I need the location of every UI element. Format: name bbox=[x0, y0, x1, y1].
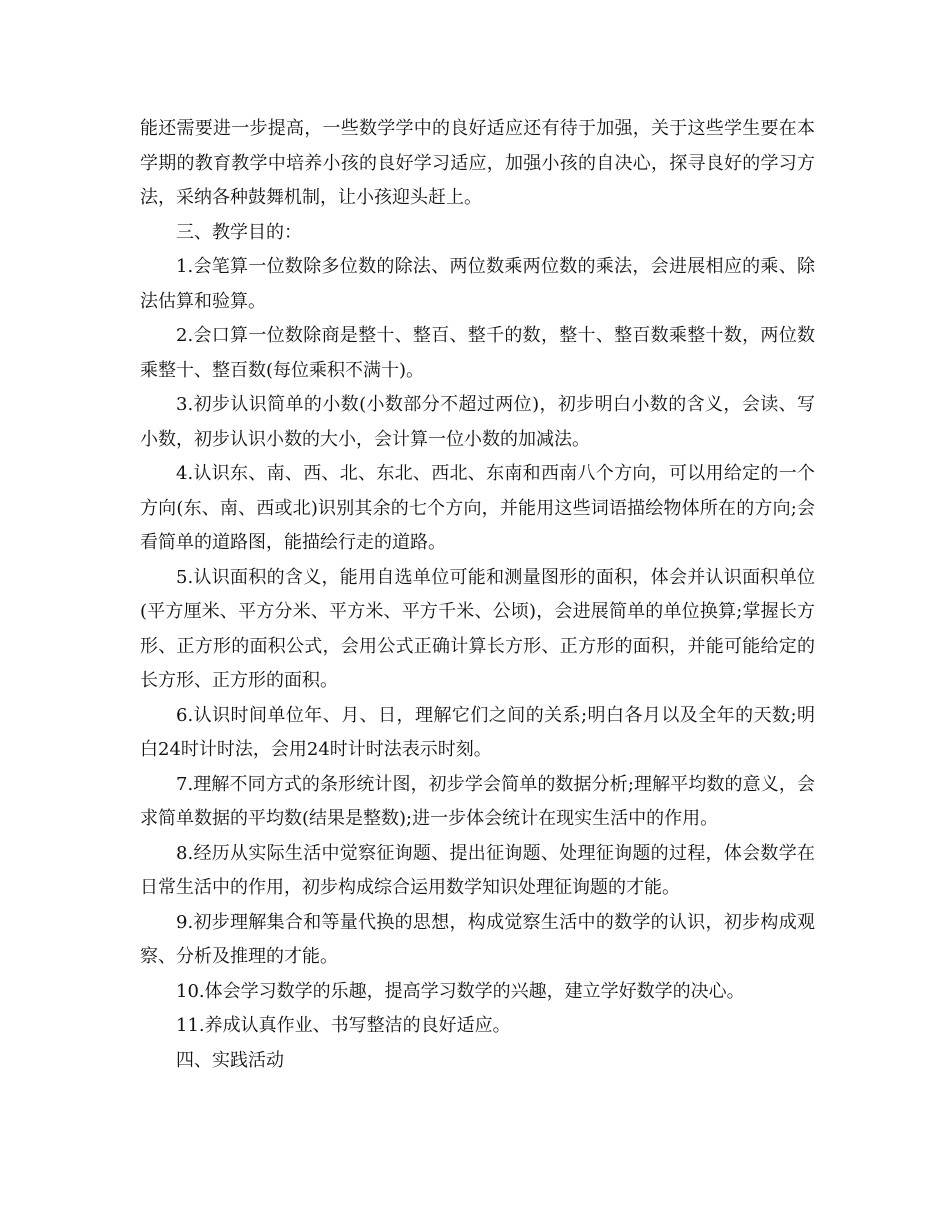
goal-item-11: 11.养成认真作业、书写整洁的良好适应。 bbox=[176, 1015, 511, 1036]
goal-item-3: 3.初步认识简单的小数(小数部分不超过两位)，初步明白小数的含义，会读、写小数，初步认识小数的大小，会计算一位小数的加减法。 bbox=[140, 394, 815, 450]
goal-item-4: 4.认识东、南、西、北、东北、西北、东南和西南八个方向，可以用给定的一个方向(东、南、西或北)识别其余的七个方向，并能用这些词语描绘物体所在的方向;会看简单的道路图，能描绘行走的道路。 bbox=[140, 463, 815, 553]
goal-item-7: 7.理解不同方式的条形统计图，初步学会简单的数据分析;理解平均数的意义，会求简单数据的平均数(结果是整数);进一步体会统计在现实生活中的作用。 bbox=[140, 773, 815, 829]
goal-item-9: 9.初步理解集合和等量代换的思想，构成觉察生活中的数学的认识，初步构成观察、分析及推理的才能。 bbox=[140, 911, 815, 967]
paragraph-continuation: 能还需要进一步提高，一些数学学中的良好适应还有待于加强，关于这些学生要在本学期的教育教学中培养小孩的良好学习适应，加强小孩的自决心，探寻良好的学习方法，采纳各种鼓舞机制，让小孩迎头赶上。 bbox=[140, 118, 815, 208]
section-heading-teaching-goals: 三、教学目的： bbox=[176, 221, 302, 243]
goal-item-10: 10.体会学习数学的乐趣，提高学习数学的兴趣，建立学好数学的决心。 bbox=[176, 980, 745, 1002]
document-body bbox=[140, 112, 815, 1078]
goal-item-8: 8.经历从实际生活中觉察征询题、提出征询题、处理征询题的过程，体会数学在日常生活中的作用，初步构成综合运用数学知识处理征询题的才能。 bbox=[140, 842, 815, 898]
goal-item-6: 6.认识时间单位年、月、日，理解它们之间的关系;明白各月以及全年的天数;明白24时计时法，会用24时计时法表示时刻。 bbox=[140, 704, 815, 760]
goal-item-1: 1.会笔算一位数除多位数的除法、两位数乘两位数的乘法，会进展相应的乘、除法估算和验算。 bbox=[140, 256, 815, 312]
goal-item-5: 5.认识面积的含义，能用自选单位可能和测量图形的面积，体会并认识面积单位(平方厘米、平方分米、平方米、平方千米、公顷)，会进展简单的单位换算;掌握长方形、正方形的面积公式，会用公式正确计算长方形、正方形的面积，并能可能给定的长方形、正方形的面积。 bbox=[140, 566, 815, 691]
goal-item-2: 2.会口算一位数除商是整十、整百、整千的数，整十、整百数乘整十数，两位数乘整十、整百数(每位乘积不满十)。 bbox=[140, 325, 815, 381]
section-heading-practice-activities: 四、实践活动 bbox=[176, 1049, 284, 1071]
